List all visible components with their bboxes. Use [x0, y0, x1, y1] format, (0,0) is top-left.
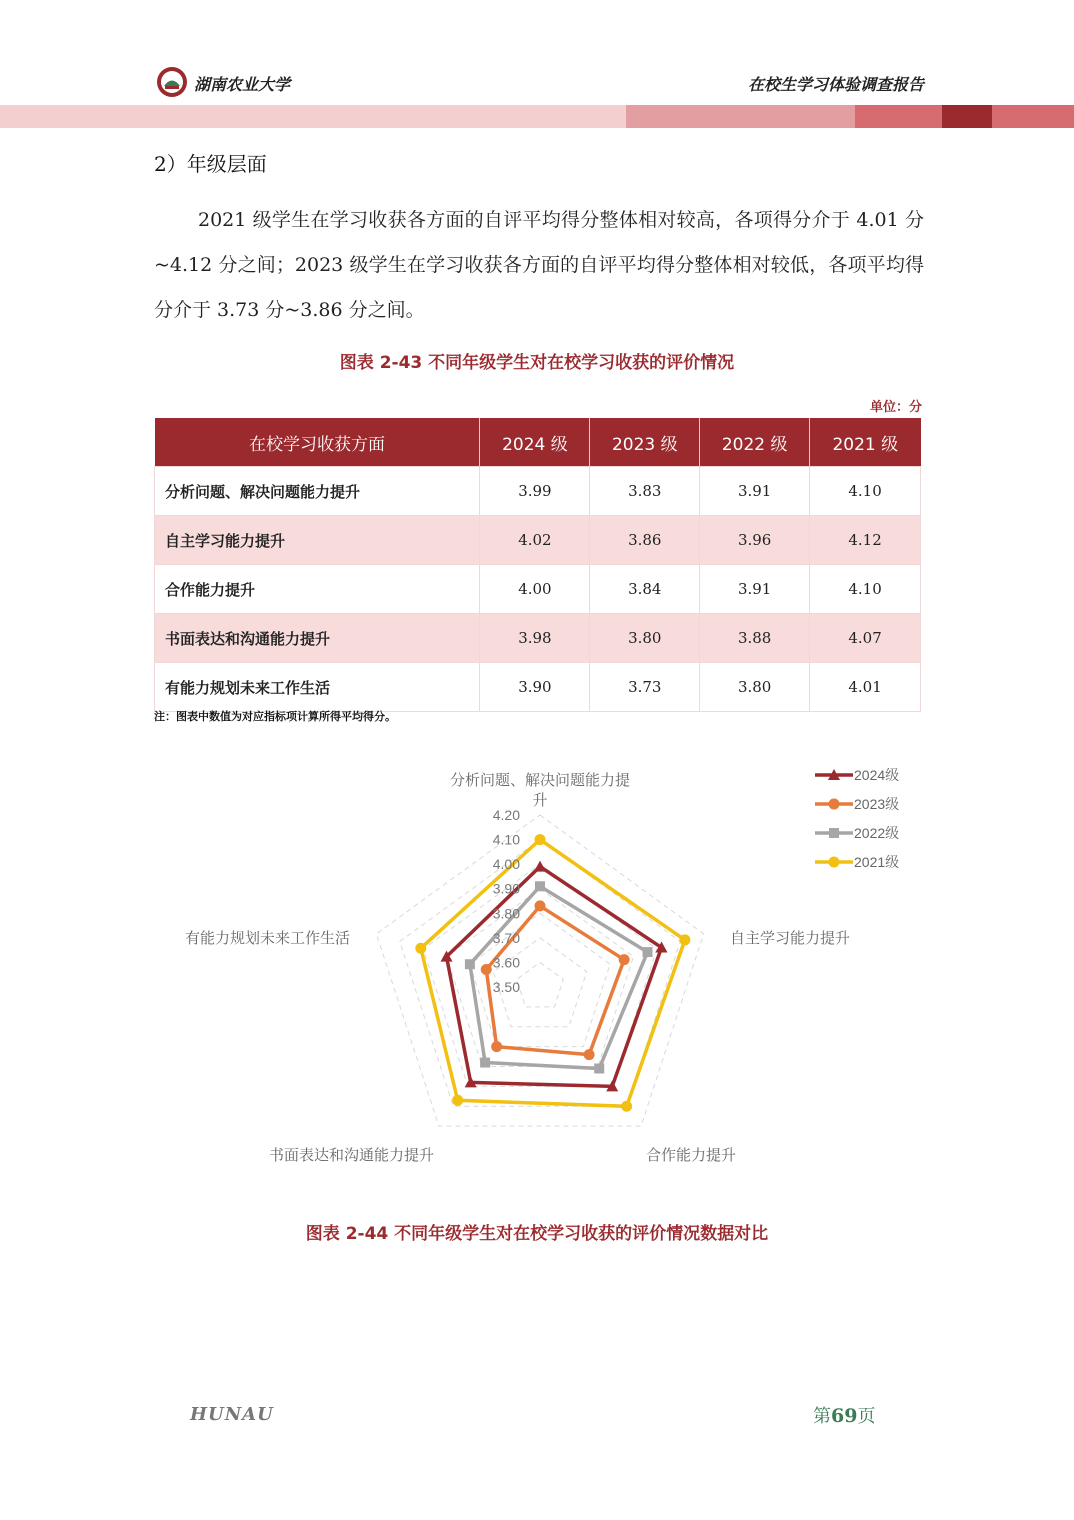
- table-cell: 3.91: [700, 565, 810, 614]
- table-cell: 4.12: [810, 516, 921, 565]
- radar-tick-label: 3.50: [492, 979, 520, 995]
- legend-swatch-marker: [829, 799, 840, 810]
- header-band-mid: [626, 105, 855, 128]
- university-name: 湖南农业大学: [194, 75, 291, 94]
- table-cell: 3.73: [590, 663, 700, 712]
- table-cell: 书面表达和沟通能力提升: [155, 614, 480, 663]
- table-cell: 自主学习能力提升: [155, 516, 480, 565]
- page-number: [813, 1402, 875, 1428]
- paragraph-text: 2021 级学生在学习收获各方面的自评平均得分整体相对较高，各项得分介于 4.01 分~4.12 分之间；2023 级学生在学习收获各方面的自评平均得分整体相对较低，各项平均得分介于 3.73 分~3.86 分之间。: [154, 209, 924, 321]
- table-header-cell: 在校学习收获方面: [155, 418, 480, 467]
- table-cell: 4.00: [480, 565, 590, 614]
- table-row: [155, 516, 921, 565]
- legend-label: 2022级: [854, 825, 900, 841]
- table-cell: 3.80: [590, 614, 700, 663]
- table-header-cell: 2024 级: [480, 418, 590, 467]
- legend-label: 2021级: [854, 854, 900, 870]
- radar-data-point: [465, 959, 475, 969]
- header-band-light: [0, 105, 626, 128]
- table-cell: 合作能力提升: [155, 565, 480, 614]
- radar-data-point: [452, 1095, 463, 1106]
- score-table: [154, 418, 921, 712]
- radar-data-point: [621, 1101, 632, 1112]
- table-cell: 4.02: [480, 516, 590, 565]
- table-cell: 3.96: [700, 516, 810, 565]
- header-band-end: [992, 105, 1074, 128]
- table-header-row: [155, 418, 921, 467]
- radar-axis-label: 升: [532, 791, 548, 809]
- page-header: [0, 0, 1074, 130]
- university-logo-icon: [156, 66, 188, 98]
- radar-data-point: [415, 943, 426, 954]
- radar-data-point: [535, 881, 545, 891]
- legend-label: 2024级: [854, 767, 900, 783]
- radar-axis-label: 书面表达和沟通能力提升: [268, 1146, 434, 1164]
- legend-swatch-marker: [829, 828, 839, 838]
- table-cell: 4.07: [810, 614, 921, 663]
- radar-data-point: [619, 954, 630, 965]
- table-cell: 4.01: [810, 663, 921, 712]
- table-row: [155, 614, 921, 663]
- table-cell: 3.84: [590, 565, 700, 614]
- table-cell: 3.91: [700, 467, 810, 516]
- table-cell: 3.90: [480, 663, 590, 712]
- header-band-dark: [942, 105, 992, 128]
- table-cell: 3.99: [480, 467, 590, 516]
- radar-axis-label: 合作能力提升: [646, 1146, 737, 1164]
- radar-chart: [150, 755, 930, 1165]
- legend-label: 2023级: [854, 796, 900, 812]
- radar-grid-ring: [517, 962, 564, 1006]
- radar-tick-label: 3.90: [492, 880, 520, 897]
- radar-tick-label: 4.10: [492, 831, 520, 848]
- table-cell: 4.10: [810, 565, 921, 614]
- radar-tick-label: 3.80: [492, 905, 520, 922]
- table-cell: 有能力规划未来工作生活: [155, 663, 480, 712]
- table-header-cell: 2023 级: [590, 418, 700, 467]
- table-cell: 3.86: [590, 516, 700, 565]
- radar-tick-label: 4.20: [492, 807, 520, 823]
- legend-swatch-marker: [829, 857, 840, 868]
- radar-data-point: [535, 900, 546, 911]
- radar-axis-label: 分析问题、解决问题能力提: [449, 771, 631, 789]
- radar-data-point: [481, 964, 492, 975]
- radar-data-point: [642, 947, 652, 957]
- radar-data-point: [491, 1041, 502, 1052]
- table-cell: 3.80: [700, 663, 810, 712]
- radar-data-point: [535, 834, 546, 845]
- body-paragraph: [154, 198, 924, 333]
- radar-tick-label: 3.70: [492, 929, 520, 946]
- table-cell: 3.88: [700, 614, 810, 663]
- report-title: 在校生学习体验调查报告: [747, 75, 924, 94]
- page-prefix: 第: [813, 1406, 831, 1427]
- table-cell: 分析问题、解决问题能力提升: [155, 467, 480, 516]
- table-row: [155, 467, 921, 516]
- table-header-cell: 2022 级: [700, 418, 810, 467]
- page-suffix: 页: [857, 1406, 876, 1427]
- table-cell: 3.83: [590, 467, 700, 516]
- radar-data-point: [584, 1049, 595, 1060]
- radar-data-point: [679, 934, 690, 945]
- section-title: 2）年级层面: [154, 152, 267, 176]
- table-header-cell: 2021 级: [810, 418, 921, 467]
- chart-caption: 图表 2-44 不同年级学生对在校学习收获的评价情况数据对比: [305, 1224, 769, 1244]
- table-note: 注：图表中数值为对应指标项计算所得平均得分。: [154, 710, 396, 723]
- radar-tick-label: 4.00: [492, 856, 520, 873]
- radar-data-point: [594, 1064, 604, 1074]
- radar-axis-label: 有能力规划未来工作生活: [184, 929, 350, 947]
- radar-axis-label: 自主学习能力提升: [730, 929, 851, 947]
- radar-tick-label: 3.60: [492, 954, 520, 971]
- page-number-value: 69: [831, 1405, 858, 1427]
- table-row: [155, 663, 921, 712]
- table-cell: 4.10: [810, 467, 921, 516]
- table-row: [155, 565, 921, 614]
- radar-data-point: [534, 861, 546, 872]
- unit-label: 单位：分: [869, 400, 922, 415]
- table-cell: 3.98: [480, 614, 590, 663]
- header-band-strong: [855, 105, 942, 128]
- table-caption: 图表 2-43 不同年级学生对在校学习收获的评价情况: [339, 353, 735, 373]
- footer-brand: HUNAU: [190, 1404, 274, 1425]
- radar-data-point: [480, 1058, 490, 1068]
